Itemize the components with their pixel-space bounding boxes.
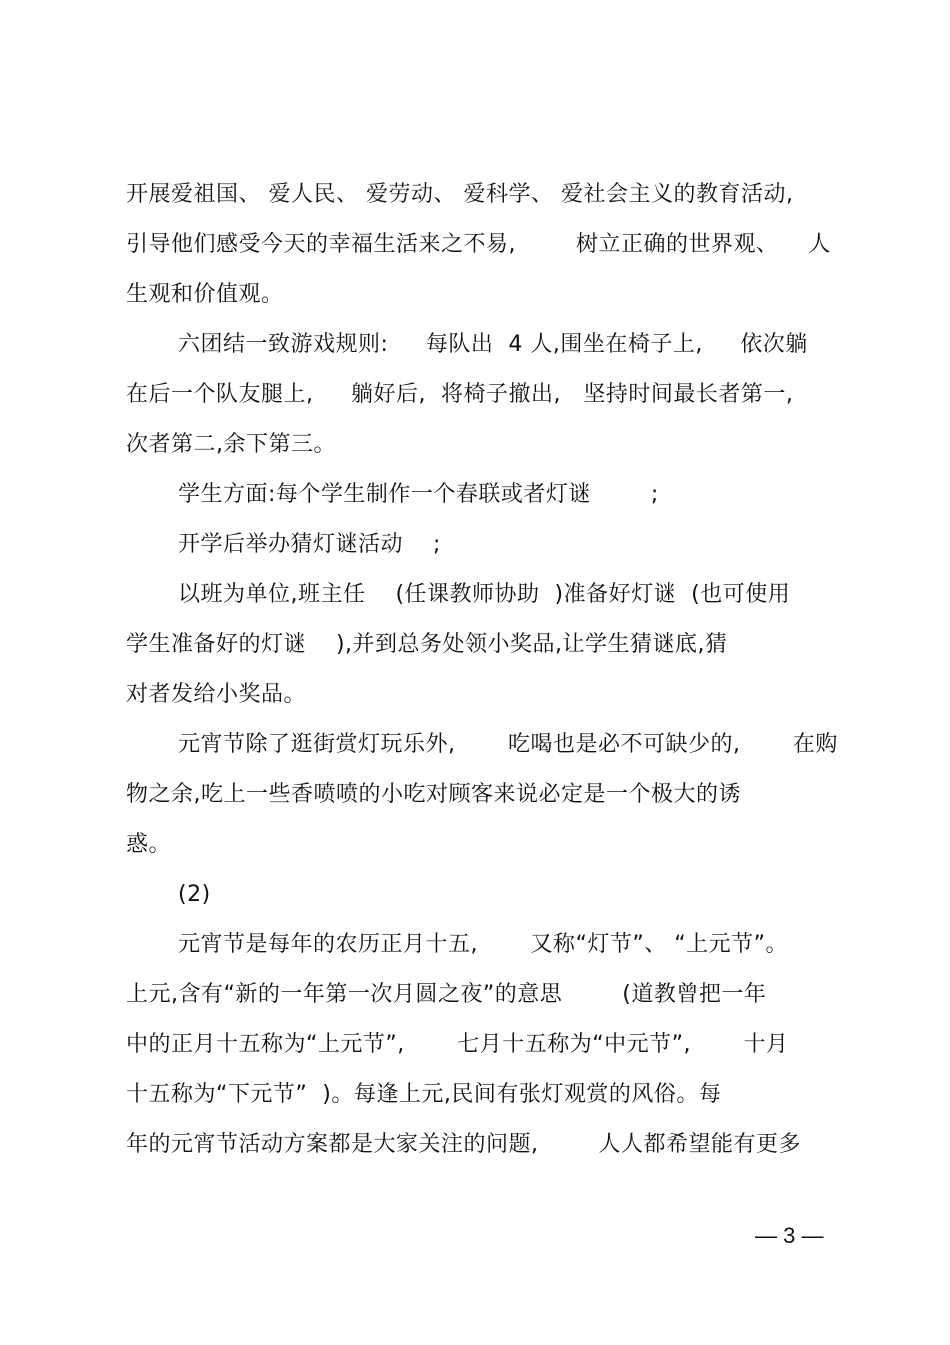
text-line: 引导他们感受今天的幸福生活来之不易, 树立正确的世界观、 人 <box>126 232 831 257</box>
text-line: 惑。 <box>126 832 172 857</box>
text-line: 次者第二,余下第三。 <box>126 432 336 457</box>
text-line: 学生方面:每个学生制作一个春联或者灯谜 ; <box>178 482 659 507</box>
text-line: 中的正月十五称为“上元节”, 七月十五称为“中元节”, 十月 <box>126 1032 789 1057</box>
text-line: 物之余,吃上一些香喷喷的小吃对顾客来说必定是一个极大的诱 <box>126 782 741 807</box>
text-line: 对者发给小奖品。 <box>126 682 307 707</box>
section-label: (2) <box>178 882 211 907</box>
text-line: 六团结一致游戏规则: 每队出 4 人,围坐在椅子上, 依次躺 <box>178 332 808 357</box>
text-line: 开展爱祖国、 爱人民、 爱劳动、 爱科学、 爱社会主义的教育活动, <box>126 182 794 207</box>
text-line: 生观和价值观。 <box>126 282 284 307</box>
text-line: 上元,含有“新的一年第一次月圆之夜”的意思 (道教曾把一年 <box>126 982 767 1007</box>
text-line: 以班为单位,班主任 (任课教师协助 )准备好灯谜 (也可使用 <box>178 582 791 607</box>
text-line: 元宵节是每年的农历正月十五, 又称“灯节”、 “上元节”。 <box>178 932 789 957</box>
text-line: 在后一个队友腿上, 躺好后, 将椅子撤出, 坚持时间最长者第一, <box>126 382 794 407</box>
text-line: 元宵节除了逛街赏灯玩乐外, 吃喝也是必不可缺少的, 在购 <box>178 732 838 757</box>
text-line: 开学后举办猜灯谜活动 ; <box>178 532 441 557</box>
text-line: 年的元宵节活动方案都是大家关注的问题, 人人都希望能有更多 <box>126 1132 801 1157</box>
page-number: — 3 — <box>755 1223 824 1248</box>
text-line: 学生准备好的灯谜 ),并到总务处领小奖品,让学生猜谜底,猜 <box>126 632 728 657</box>
text-line: 十五称为“下元节” )。每逢上元,民间有张灯观赏的风俗。每 <box>126 1082 722 1107</box>
